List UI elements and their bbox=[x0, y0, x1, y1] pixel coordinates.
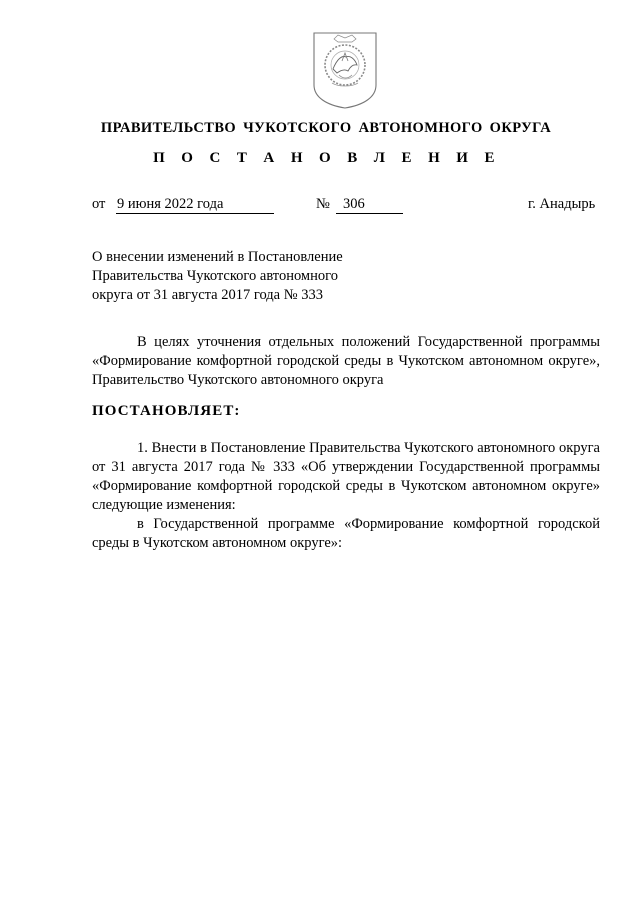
number-sign: № bbox=[316, 196, 330, 212]
document-type-title: П О С Т А Н О В Л Е Н И Е bbox=[153, 150, 501, 166]
document-subject bbox=[92, 248, 392, 305]
preamble-paragraph bbox=[92, 333, 600, 390]
item-1-paragraph bbox=[92, 439, 600, 515]
document-city: г. Анадырь bbox=[528, 196, 596, 212]
item-1-sub-text: в Государственной программе «Формирование комфортной городской среды в Чукотском автономном округе»: bbox=[92, 516, 600, 551]
subject-line: округа от 31 августа 2017 года № 333 bbox=[92, 287, 323, 303]
date-prefix: от bbox=[92, 196, 106, 212]
document-date-value: 9 июня 2022 года bbox=[116, 197, 274, 214]
government-title: ПРАВИТЕЛЬСТВО ЧУКОТСКОГО АВТОНОМНОГО ОКРУГА bbox=[100, 120, 552, 136]
item-1-sub-paragraph bbox=[92, 515, 600, 553]
subject-line: О внесении изменений в Постановление bbox=[92, 249, 343, 265]
document-date bbox=[116, 196, 274, 214]
preamble-text: В целях уточнения отдельных положений Государственной программы «Формирование комфортной городской среды в Чукотском автономном округе», Правительство Чукотского автономного округа bbox=[92, 334, 600, 388]
decree-heading: ПОСТАНОВЛЯЕТ: bbox=[92, 403, 241, 419]
coat-of-arms-icon bbox=[312, 31, 378, 110]
document-number-value: 306 bbox=[336, 197, 403, 214]
item-1-text: 1. Внести в Постановление Правительства Чукотского автономного округа от 31 августа 2017 года № 333 «Об утверждении Государственной программы «Формирование комфортной городской среды в Чукотском автономном округе» следующие изменения: bbox=[92, 440, 600, 513]
subject-line: Правительства Чукотского автономного bbox=[92, 268, 338, 284]
document-number bbox=[336, 196, 403, 214]
